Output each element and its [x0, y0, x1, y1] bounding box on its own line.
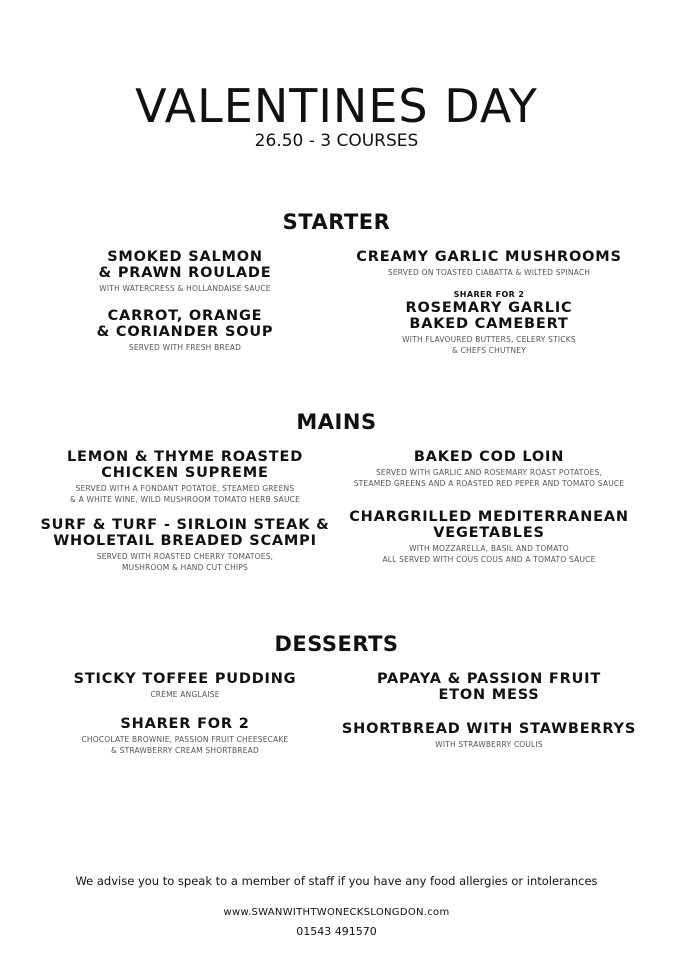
desserts-right-column — [340, 671, 638, 764]
page-title: VALENTINES DAY — [135, 79, 538, 133]
website-link[interactable]: www.SWANWITHTWONECKSLONGDON.com — [223, 907, 450, 918]
mains-right-column — [340, 449, 638, 579]
item-description: WITH STRAWBERRY COULIS — [435, 740, 543, 749]
item-description: WITH WATERCRESS & HOLLANDAISE SAUCE — [99, 284, 271, 293]
item-description: WITH FLAVOURED BUTTERS, CELERY STICKS & CHEFS CHUTNEY — [402, 335, 576, 355]
menu-item — [340, 249, 638, 278]
menu-item — [40, 308, 330, 353]
item-name: SHORTBREAD WITH STAWBERRYS — [341, 721, 637, 737]
allergy-notice: We advise you to speak to a member of staff if you have any food allergies or intolerances — [75, 874, 598, 888]
item-name: CARROT, ORANGE & CORIANDER SOUP — [96, 308, 274, 340]
menu-item — [40, 249, 330, 294]
item-name: BAKED COD LOIN — [413, 449, 565, 465]
item-description: SERVED WITH ROASTED CHERRY TOMATOES, MUSHROOM & HAND CUT CHIPS — [96, 552, 274, 572]
starter-left-column — [40, 249, 330, 367]
menu-item — [40, 517, 330, 573]
section-heading-desserts: DESSERTS — [274, 632, 399, 656]
menu-item — [340, 290, 638, 356]
item-description: SERVED WITH GARLIC AND ROSEMARY ROAST POTATOES, STEAMED GREENS AND A ROASTED RED PEPER AND TOMATO SAUCE — [353, 468, 625, 488]
menu-item — [40, 671, 330, 700]
item-name: SURF & TURF - SIRLOIN STEAK & WHOLETAIL BREADED SCAMPI — [40, 517, 330, 549]
menu-item — [340, 721, 638, 750]
item-name: CREAMY GARLIC MUSHROOMS — [356, 249, 622, 265]
item-name: STICKY TOFFEE PUDDING — [73, 671, 297, 687]
item-name: ROSEMARY GARLIC BAKED CAMEBERT — [405, 300, 573, 332]
starter-right-column — [340, 249, 638, 370]
item-description: SERVED WITH FRESH BREAD — [128, 343, 242, 352]
price-subtitle: 26.50 - 3 COURSES — [254, 131, 419, 151]
menu-item — [340, 509, 638, 565]
item-name: LEMON & THYME ROASTED CHICKEN SUPREME — [66, 449, 304, 481]
item-prefix: SHARER FOR 2 — [453, 290, 525, 299]
item-name: SHARER FOR 2 — [120, 716, 250, 732]
item-description: WITH MOZZARELLA, BASIL AND TOMATO ALL SERVED WITH COUS COUS AND A TOMATO SAUCE — [382, 544, 596, 564]
section-heading-starter: STARTER — [282, 210, 391, 234]
desserts-left-column — [40, 671, 330, 770]
menu-item — [40, 716, 330, 756]
item-description: SERVED ON TOASTED CIABATTA & WILTED SPINACH — [387, 268, 591, 277]
menu-item — [340, 671, 638, 703]
item-description: SERVED WITH A FONDANT POTATOE, STEAMED GREENS & A WHITE WINE, WILD MUSHROOM TOMATO HERB SAUCE — [69, 484, 301, 504]
menu-item — [40, 449, 330, 505]
phone-number: 01543 491570 — [296, 925, 377, 938]
item-name: PAPAYA & PASSION FRUIT ETON MESS — [376, 671, 602, 703]
item-description: CHOCOLATE BROWNIE, PASSION FRUIT CHEESECAKE & STRAWBERRY CREAM SHORTBREAD — [81, 735, 289, 755]
menu-item — [340, 449, 638, 489]
item-description: CRÈME ANGLAISE — [150, 690, 220, 699]
item-name: SMOKED SALMON & PRAWN ROULADE — [98, 249, 272, 281]
mains-left-column — [40, 449, 330, 587]
item-name: CHARGRILLED MEDITERRANEAN VEGETABLES — [349, 509, 629, 541]
section-heading-mains: MAINS — [296, 410, 377, 434]
